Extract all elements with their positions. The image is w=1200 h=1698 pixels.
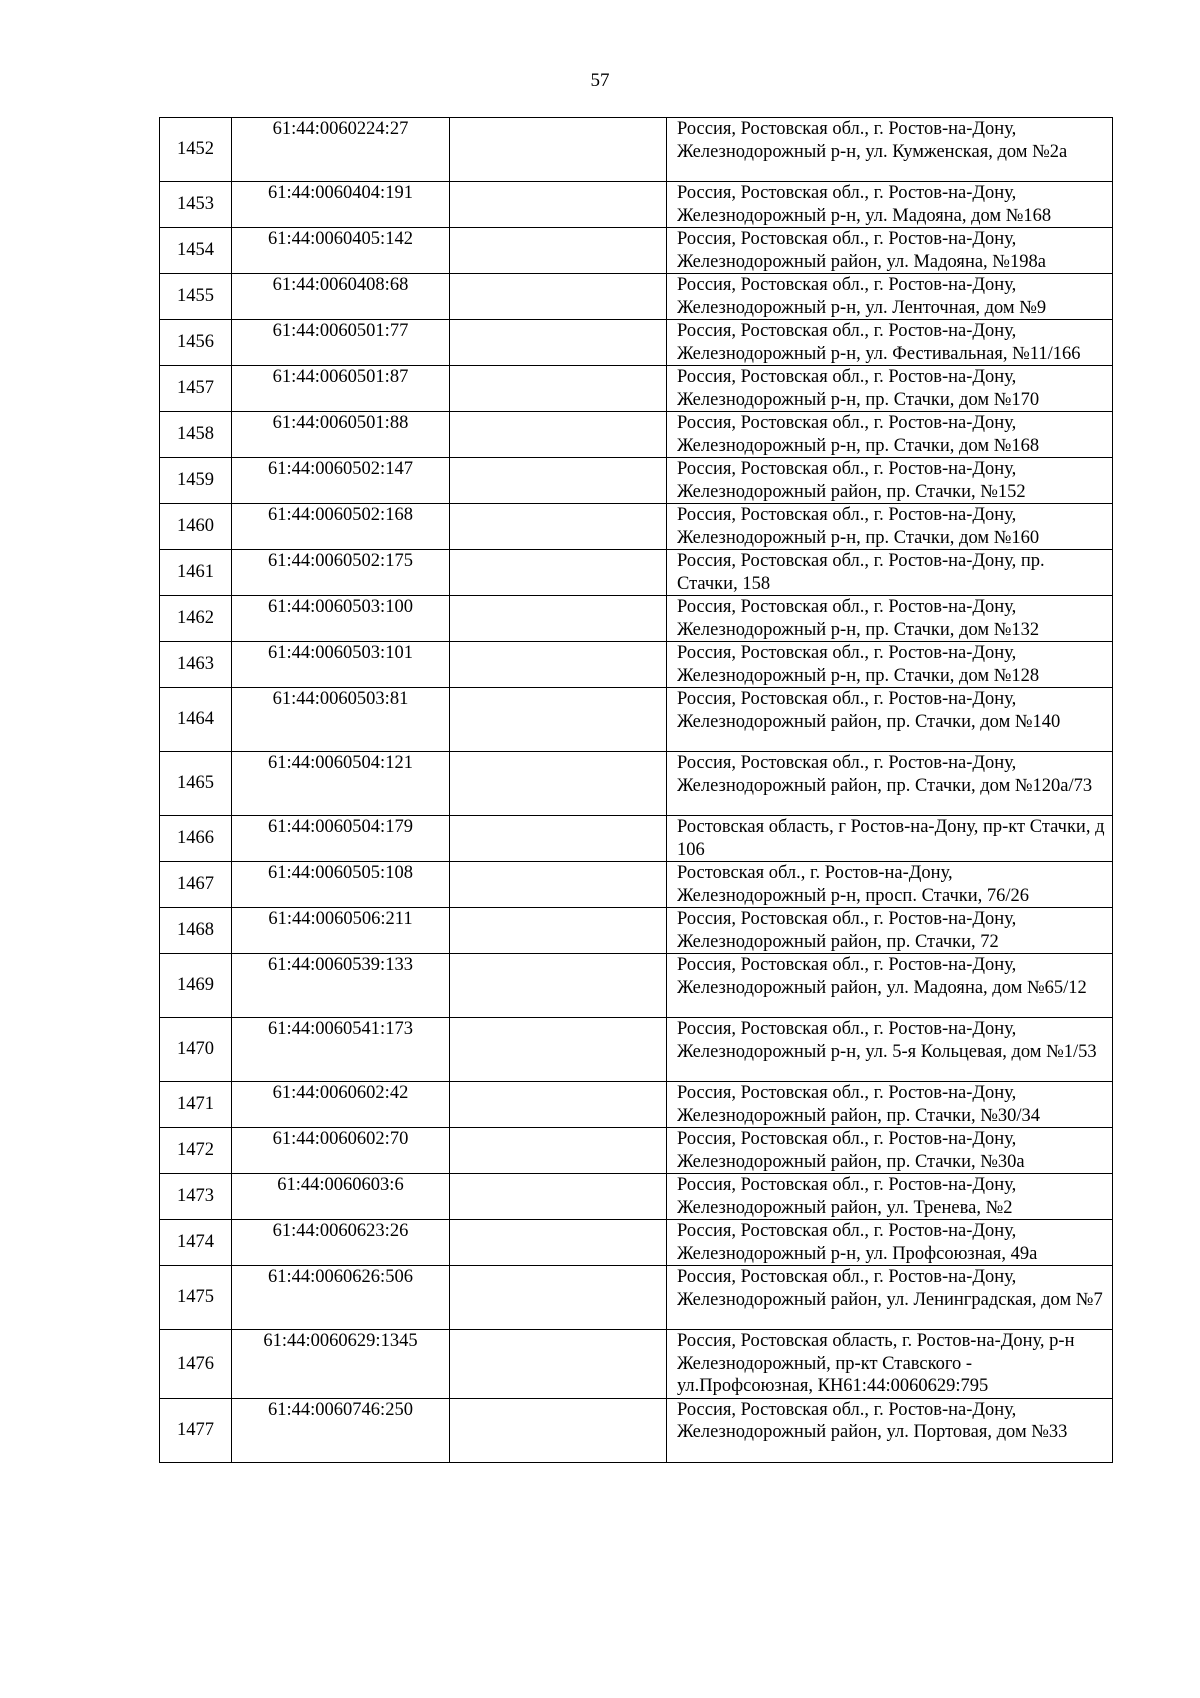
address-cell: Россия, Ростовская обл., г. Ростов-на-Дону, Железнодорожный район, ул. Мадояна, дом №65/12 (667, 954, 1113, 1018)
table-row (160, 412, 1113, 458)
table-row (160, 1174, 1113, 1220)
address-cell: Россия, Ростовская обл., г. Ростов-на-Дону, Железнодорожный р-н, ул. Кумженская, дом №2а (667, 118, 1113, 182)
address-cell: Россия, Ростовская обл., г. Ростов-на-Дону, Железнодорожный район, ул. Портовая, дом №33 (667, 1398, 1113, 1462)
address-cell: Россия, Ростовская обл., г. Ростов-на-Дону, Железнодорожный район, ул. Тренева, №2 (667, 1174, 1113, 1220)
registry-table (159, 117, 1113, 1463)
cadastral-number: 61:44:0060602:42 (232, 1082, 450, 1128)
address-cell: Россия, Ростовская обл., г. Ростов-на-Дону, пр. Стачки, 158 (667, 550, 1113, 596)
table-row (160, 1018, 1113, 1082)
table-row (160, 1266, 1113, 1330)
row-number: 1463 (160, 642, 232, 688)
table-row (160, 752, 1113, 816)
address-cell: Россия, Ростовская обл., г. Ростов-на-Дону, Железнодорожный р-н, ул. Фестивальная, №11/166 (667, 320, 1113, 366)
table-row (160, 118, 1113, 182)
empty-cell (450, 1018, 667, 1082)
empty-cell (450, 596, 667, 642)
empty-cell (450, 274, 667, 320)
address-cell: Россия, Ростовская обл., г. Ростов-на-Дону, Железнодорожный р-н, ул. Ленточная, дом №9 (667, 274, 1113, 320)
row-number: 1475 (160, 1266, 232, 1330)
cadastral-number: 61:44:0060408:68 (232, 274, 450, 320)
address-cell: Россия, Ростовская обл., г. Ростов-на-Дону, Железнодорожный район, пр. Стачки, №30/34 (667, 1082, 1113, 1128)
row-number: 1465 (160, 752, 232, 816)
empty-cell (450, 1398, 667, 1462)
cadastral-number: 61:44:0060626:506 (232, 1266, 450, 1330)
cadastral-number: 61:44:0060746:250 (232, 1398, 450, 1462)
row-number: 1454 (160, 228, 232, 274)
empty-cell (450, 1330, 667, 1399)
cadastral-number: 61:44:0060506:211 (232, 908, 450, 954)
table-row (160, 642, 1113, 688)
row-number: 1468 (160, 908, 232, 954)
address-cell: Россия, Ростовская обл., г. Ростов-на-Дону, Железнодорожный р-н, ул. Профсоюзная, 49а (667, 1220, 1113, 1266)
address-cell: Россия, Ростовская обл., г. Ростов-на-Дону, Железнодорожный район, ул. Ленинградская, дом №7 (667, 1266, 1113, 1330)
cadastral-number: 61:44:0060503:81 (232, 688, 450, 752)
row-number: 1460 (160, 504, 232, 550)
table-row (160, 688, 1113, 752)
empty-cell (450, 182, 667, 228)
empty-cell (450, 228, 667, 274)
row-number: 1467 (160, 862, 232, 908)
row-number: 1469 (160, 954, 232, 1018)
empty-cell (450, 118, 667, 182)
table-row (160, 1128, 1113, 1174)
table-row (160, 1398, 1113, 1462)
empty-cell (450, 1082, 667, 1128)
row-number: 1453 (160, 182, 232, 228)
cadastral-number: 61:44:0060603:6 (232, 1174, 450, 1220)
cadastral-number: 61:44:0060504:179 (232, 816, 450, 862)
row-number: 1461 (160, 550, 232, 596)
empty-cell (450, 550, 667, 596)
empty-cell (450, 504, 667, 550)
cadastral-number: 61:44:0060602:70 (232, 1128, 450, 1174)
cadastral-number: 61:44:0060501:88 (232, 412, 450, 458)
address-cell: Россия, Ростовская обл., г. Ростов-на-Дону, Железнодорожный р-н, пр. Стачки, дом №168 (667, 412, 1113, 458)
cadastral-number: 61:44:0060502:168 (232, 504, 450, 550)
cadastral-number: 61:44:0060501:77 (232, 320, 450, 366)
cadastral-number: 61:44:0060502:175 (232, 550, 450, 596)
cadastral-number: 61:44:0060504:121 (232, 752, 450, 816)
cadastral-number: 61:44:0060629:1345 (232, 1330, 450, 1399)
row-number: 1464 (160, 688, 232, 752)
row-number: 1452 (160, 118, 232, 182)
page-number: 57 (590, 70, 610, 91)
empty-cell (450, 366, 667, 412)
table-row (160, 954, 1113, 1018)
table-row (160, 458, 1113, 504)
table-row (160, 596, 1113, 642)
table-row (160, 862, 1113, 908)
cadastral-number: 61:44:0060623:26 (232, 1220, 450, 1266)
row-number: 1456 (160, 320, 232, 366)
cadastral-number: 61:44:0060503:100 (232, 596, 450, 642)
row-number: 1470 (160, 1018, 232, 1082)
table-row (160, 550, 1113, 596)
address-cell: Россия, Ростовская обл., г. Ростов-на-Дону, Железнодорожный район, пр. Стачки, дом №120а/73 (667, 752, 1113, 816)
address-cell: Россия, Ростовская обл., г. Ростов-на-Дону, Железнодорожный р-н, ул. 5-я Кольцевая, дом №1/53 (667, 1018, 1113, 1082)
cadastral-number: 61:44:0060503:101 (232, 642, 450, 688)
address-cell: Ростовская обл., г. Ростов-на-Дону, Железнодорожный р-н, просп. Стачки, 76/26 (667, 862, 1113, 908)
table-row (160, 366, 1113, 412)
row-number: 1474 (160, 1220, 232, 1266)
empty-cell (450, 1220, 667, 1266)
empty-cell (450, 642, 667, 688)
empty-cell (450, 458, 667, 504)
address-cell: Россия, Ростовская обл., г. Ростов-на-Дону, Железнодорожный район, пр. Стачки, 72 (667, 908, 1113, 954)
registry-table-body (160, 118, 1113, 1463)
row-number: 1473 (160, 1174, 232, 1220)
address-cell: Россия, Ростовская обл., г. Ростов-на-Дону, Железнодорожный район, пр. Стачки, №152 (667, 458, 1113, 504)
address-cell: Россия, Ростовская обл., г. Ростов-на-Дону, Железнодорожный р-н, пр. Стачки, дом №160 (667, 504, 1113, 550)
empty-cell (450, 688, 667, 752)
row-number: 1476 (160, 1330, 232, 1399)
address-cell: Россия, Ростовская обл., г. Ростов-на-Дону, Железнодорожный район, пр. Стачки, №30а (667, 1128, 1113, 1174)
empty-cell (450, 816, 667, 862)
empty-cell (450, 1174, 667, 1220)
address-cell: Россия, Ростовская обл., г. Ростов-на-Дону, Железнодорожный р-н, ул. Мадояна, дом №168 (667, 182, 1113, 228)
address-cell: Россия, Ростовская обл., г. Ростов-на-Дону, Железнодорожный район, пр. Стачки, дом №140 (667, 688, 1113, 752)
row-number: 1458 (160, 412, 232, 458)
table-row (160, 908, 1113, 954)
address-cell: Россия, Ростовская обл., г. Ростов-на-Дону, Железнодорожный р-н, пр. Стачки, дом №128 (667, 642, 1113, 688)
table-row (160, 320, 1113, 366)
cadastral-number: 61:44:0060501:87 (232, 366, 450, 412)
empty-cell (450, 752, 667, 816)
address-cell: Россия, Ростовская обл., г. Ростов-на-Дону, Железнодорожный р-н, пр. Стачки, дом №132 (667, 596, 1113, 642)
cadastral-number: 61:44:0060224:27 (232, 118, 450, 182)
row-number: 1455 (160, 274, 232, 320)
cadastral-number: 61:44:0060405:142 (232, 228, 450, 274)
table-row (160, 1330, 1113, 1399)
empty-cell (450, 862, 667, 908)
cadastral-number: 61:44:0060541:173 (232, 1018, 450, 1082)
empty-cell (450, 320, 667, 366)
table-row (160, 274, 1113, 320)
table-row (160, 182, 1113, 228)
address-cell: Россия, Ростовская область, г. Ростов-на-Дону, р-н Железнодорожный, пр-кт Ставского - ул.Профсоюзная, КН61:44:0060629:795 (667, 1330, 1113, 1399)
cadastral-number: 61:44:0060505:108 (232, 862, 450, 908)
cadastral-number: 61:44:0060539:133 (232, 954, 450, 1018)
row-number: 1472 (160, 1128, 232, 1174)
empty-cell (450, 954, 667, 1018)
row-number: 1459 (160, 458, 232, 504)
table-row (160, 1220, 1113, 1266)
empty-cell (450, 1128, 667, 1174)
empty-cell (450, 908, 667, 954)
address-cell: Россия, Ростовская обл., г. Ростов-на-Дону, Железнодорожный район, ул. Мадояна, №198а (667, 228, 1113, 274)
row-number: 1462 (160, 596, 232, 642)
row-number: 1466 (160, 816, 232, 862)
address-cell: Россия, Ростовская обл., г. Ростов-на-Дону, Железнодорожный р-н, пр. Стачки, дом №170 (667, 366, 1113, 412)
table-row (160, 504, 1113, 550)
empty-cell (450, 412, 667, 458)
address-cell: Ростовская область, г Ростов-на-Дону, пр-кт Стачки, д 106 (667, 816, 1113, 862)
row-number: 1471 (160, 1082, 232, 1128)
cadastral-number: 61:44:0060404:191 (232, 182, 450, 228)
row-number: 1477 (160, 1398, 232, 1462)
empty-cell (450, 1266, 667, 1330)
row-number: 1457 (160, 366, 232, 412)
table-row (160, 816, 1113, 862)
table-row (160, 228, 1113, 274)
table-row (160, 1082, 1113, 1128)
cadastral-number: 61:44:0060502:147 (232, 458, 450, 504)
